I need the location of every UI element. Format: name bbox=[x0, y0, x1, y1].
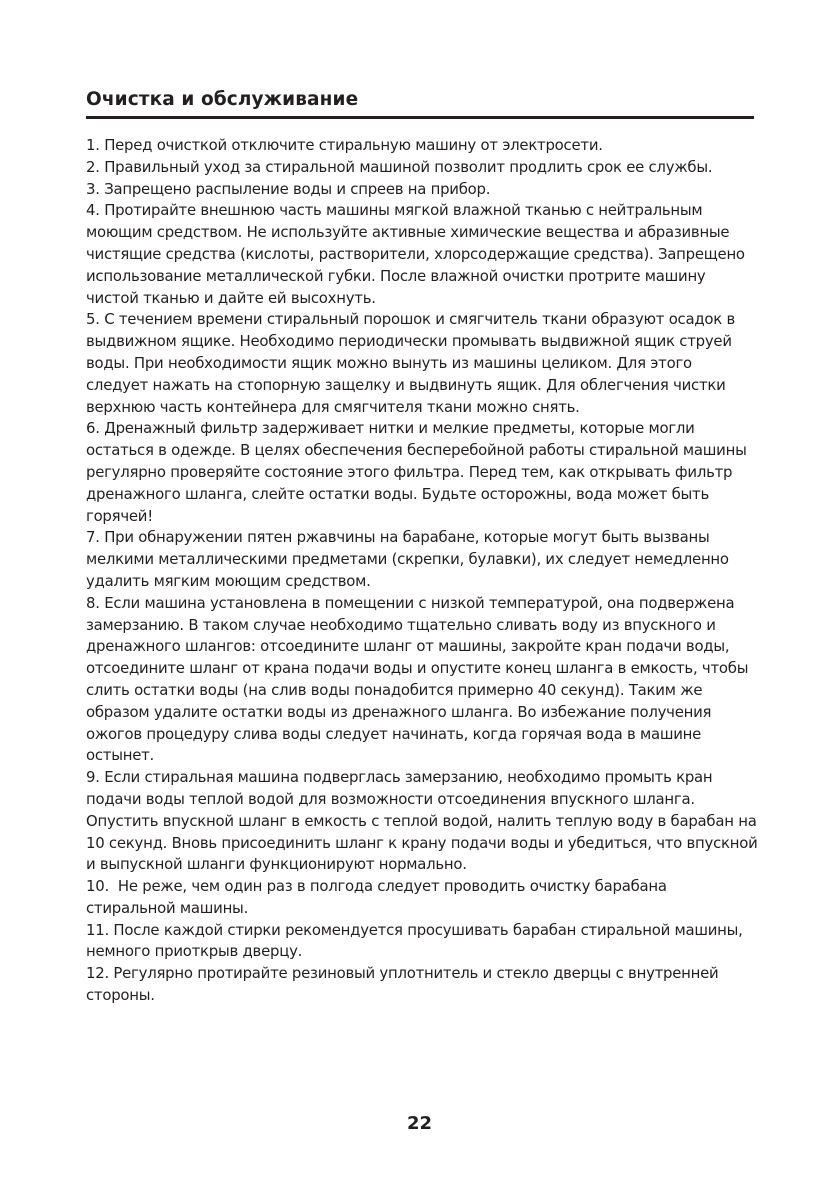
maintenance-instructions bbox=[86, 135, 758, 1007]
instruction-item-3: 3. Запрещено распыление воды и спреев на прибор. bbox=[86, 179, 491, 198]
instruction-item-4: 4. Протирайте внешнюю часть машины мягкой влажной тканью с нейтральным моющим средством. Не используйте активные химические вещества и абразивные чистящие средства (кислоты, растворители, хлорсодержащие средства). Запрещено использование металлической губки. После влажной очистки протрите машину чистой тканью и дайте ей высохнуть. bbox=[86, 201, 745, 307]
heading-underline bbox=[86, 116, 754, 119]
instruction-item-12: 12. Регулярно протирайте резиновый уплотнитель и стекло дверцы с внутренней стороны. bbox=[86, 964, 719, 1005]
instruction-item-6: 6. Дренажный фильтр задерживает нитки и мелкие предметы, которые могли остаться в одежде. В целях обеспечения бесперебойной работы стиральной машины регулярно проверяйте состояние этого фильтра. Перед тем, как открывать фильтр дренажного шланга, слейте остатки воды. Будьте осторожны, вода может быть горячей! bbox=[86, 419, 747, 525]
instruction-item-2: 2. Правильный уход за стиральной машиной позволит продлить срок ее службы. bbox=[86, 157, 713, 176]
instruction-item-11: 11. После каждой стирки рекомендуется просушивать барабан стиральной машины, немного приоткрыв дверцу. bbox=[86, 920, 743, 961]
instruction-item-9: 9. Если стиральная машина подверглась замерзанию, необходимо промыть кран подачи воды теплой водой для возможности отсоединения впускного шланга. Опустить впускной шланг в емкость с теплой водой, налить теплую воду в барабан на 10 секунд. Вновь присоединить шланг к крану подачи воды и убедиться, что впускной и выпускной шланги функционируют нормально. bbox=[86, 768, 758, 874]
instruction-item-1: 1. Перед очисткой отключите стиральную машину от электросети. bbox=[86, 136, 603, 154]
instruction-item-10: 10. Не реже, чем один раз в полгода следует проводить очистку барабана стиральной машины. bbox=[86, 877, 672, 917]
instruction-item-7: 7. При обнаружении пятен ржавчины на барабане, которые могут быть вызваны мелкими металлическими предметами (скрепки, булавки), их следует немедленно удалить мягким моющим средством. bbox=[86, 528, 729, 590]
instruction-item-5: 5. С течением времени стиральный порошок и смягчитель ткани образуют осадок в выдвижном ящике. Необходимо периодически промывать выдвижной ящик струей воды. При необходимости ящик можно вынуть из машины целиком. Для этого следует нажать на стопорную защелку и выдвинуть ящик. Для облегчения чистки верхнюю часть контейнера для смягчителя ткани можно снять. bbox=[86, 310, 736, 416]
page-number: 22 bbox=[406, 1113, 433, 1134]
instruction-item-8: 8. Если машина установлена в помещении с низкой температурой, она подвержена замерзанию. В таком случае необходимо тщательно сливать воду из впускного и дренажного шлангов: отсоедините шланг от машины, закройте кран подачи воды, отсоедините шланг от крана подачи воды и опустите конец шланга в емкость, чтобы слить остатки воды (на слив воды понадобится примерно 40 секунд). Таким же образом удалите остатки воды из дренажного шланга. Во избежание получения ожогов процедуру слива воды следует начинать, когда горячая вода в машине остынет. bbox=[86, 593, 749, 765]
section-heading: Очистка и обслуживание bbox=[86, 89, 359, 110]
